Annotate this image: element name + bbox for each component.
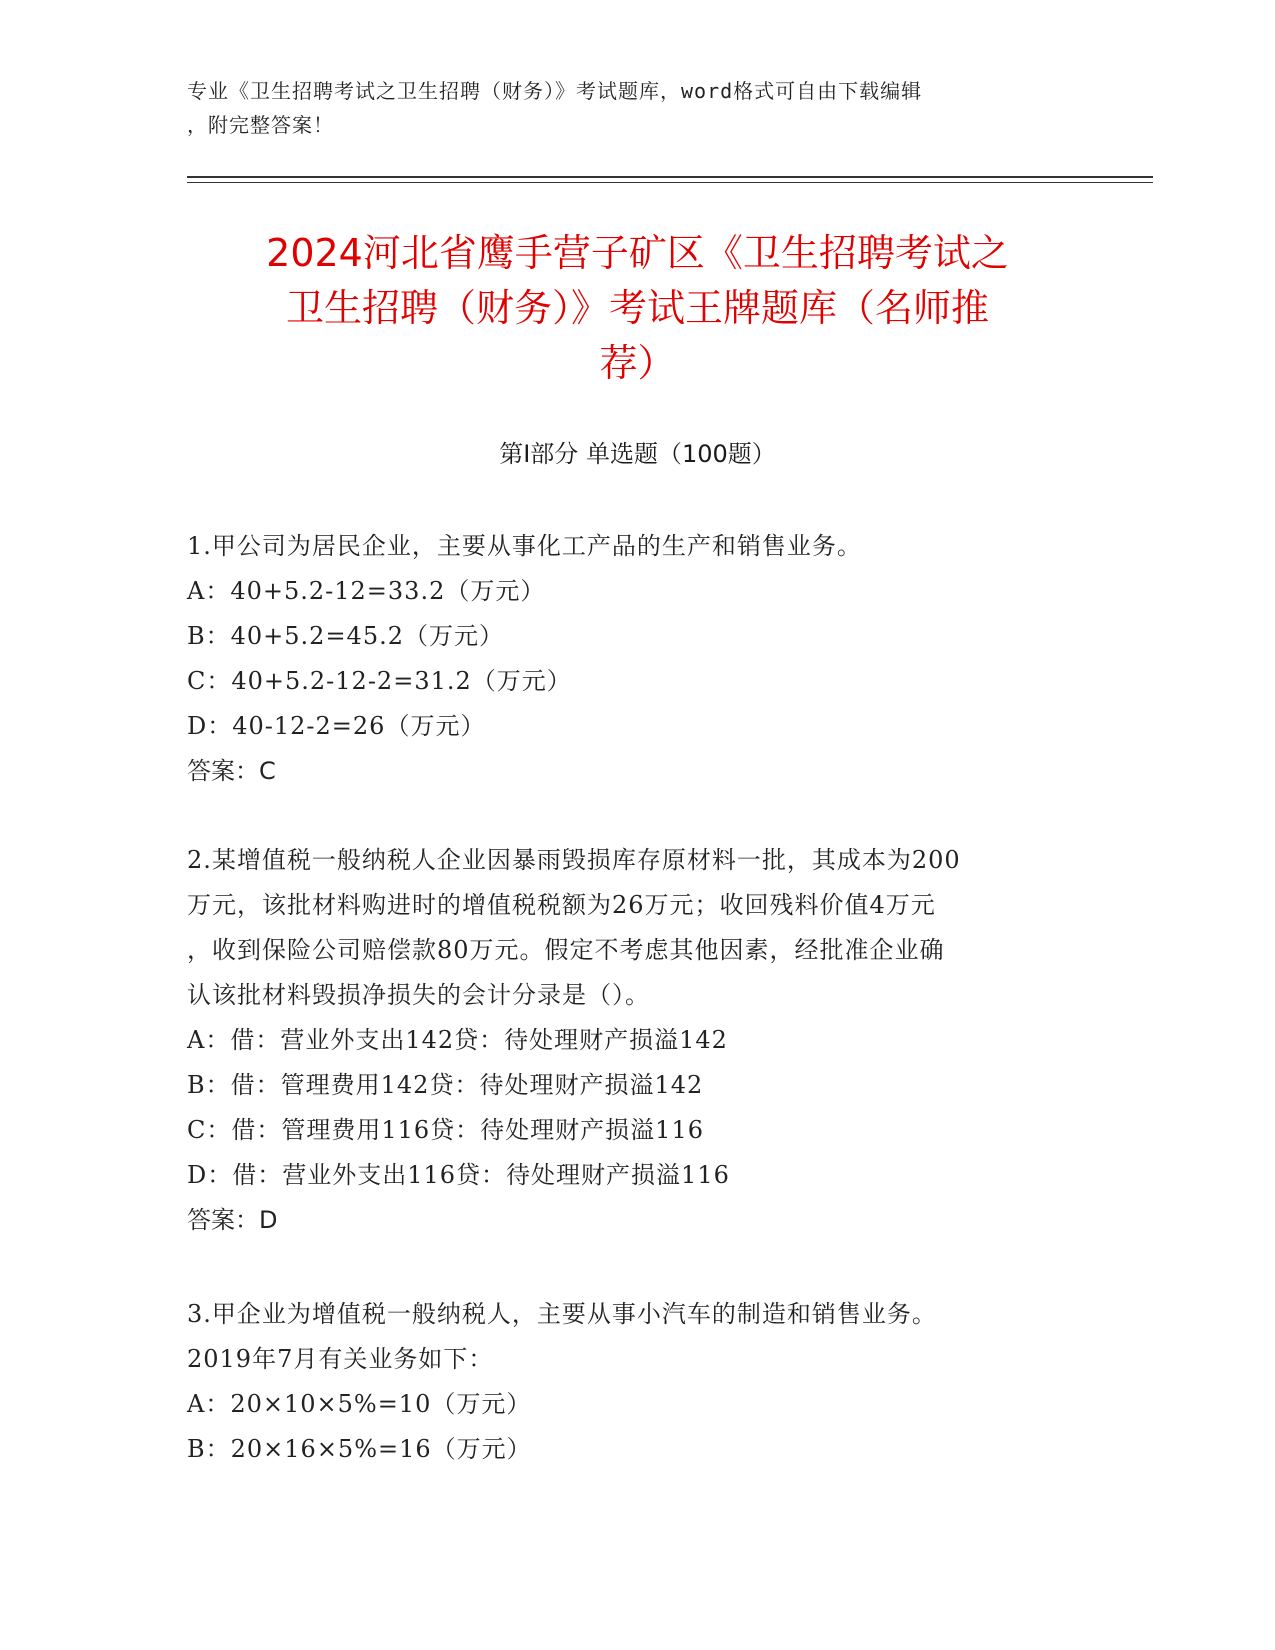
header-divider [187,182,1153,183]
option-a: A：40+5.2-12=33.2（万元） [187,577,546,605]
question-3 [187,1292,1087,1472]
option-b: B：借：管理费用142贷：待处理财产损溢142 [187,1071,704,1099]
stem-line: 2.某增值税一般纳税人企业因暴雨毁损库存原材料一批，其成本为200 [187,846,961,874]
option-a: A：20×10×5%=10（万元） [187,1390,532,1418]
option-c: C：40+5.2-12-2=31.2（万元） [187,667,572,695]
header-note-line: ，附完整答案！ [187,113,334,137]
header-note-line: 专业《卫生招聘考试之卫生招聘（财务）》考试题库，word格式可自由下载编辑 [187,79,923,103]
question-2 [187,838,1087,1243]
question-stem [187,1292,1087,1382]
stem-line: 3.甲企业为增值税一般纳税人，主要从事小汽车的制造和销售业务。 [187,1300,937,1328]
title-line: 荐） [599,341,676,385]
title-line: 卫生招聘（财务）》考试王牌题库（名师推 [285,286,989,330]
option-d: D：借：营业外支出116贷：待处理财产损溢116 [187,1161,730,1189]
question-stem [187,524,1087,569]
answer: 答案：C [187,757,276,785]
option-d: D：40-12-2=26（万元） [187,712,486,740]
option-c: C：借：管理费用116贷：待处理财产损溢116 [187,1116,704,1144]
option-a: A：借：营业外支出142贷：待处理财产损溢142 [187,1026,728,1054]
section-heading: 第Ⅰ部分 单选题（100题） [499,440,776,468]
option-b: B：20×16×5%=16（万元） [187,1435,532,1463]
stem-line: 认该批材料毁损净损失的会计分录是（）。 [187,981,650,1009]
document-title [150,226,1125,391]
stem-line: ，收到保险公司赔偿款80万元。假定不考虑其他因素，经批准企业确 [187,936,945,964]
stem-line: 2019年7月有关业务如下： [187,1345,494,1373]
title-line: 2024河北省鹰手营子矿区《卫生招聘考试之 [266,231,1009,275]
stem-line: 万元，该批材料购进时的增值税税额为26万元；收回残料价值4万元 [187,891,936,919]
question-1 [187,524,1087,794]
question-stem [187,838,1087,1018]
stem-line: 1.甲公司为居民企业，主要从事化工产品的生产和销售业务。 [187,532,862,560]
header-note [187,74,1067,142]
header-divider [187,176,1153,178]
option-b: B：40+5.2=45.2（万元） [187,622,504,650]
answer: 答案：D [187,1206,278,1234]
